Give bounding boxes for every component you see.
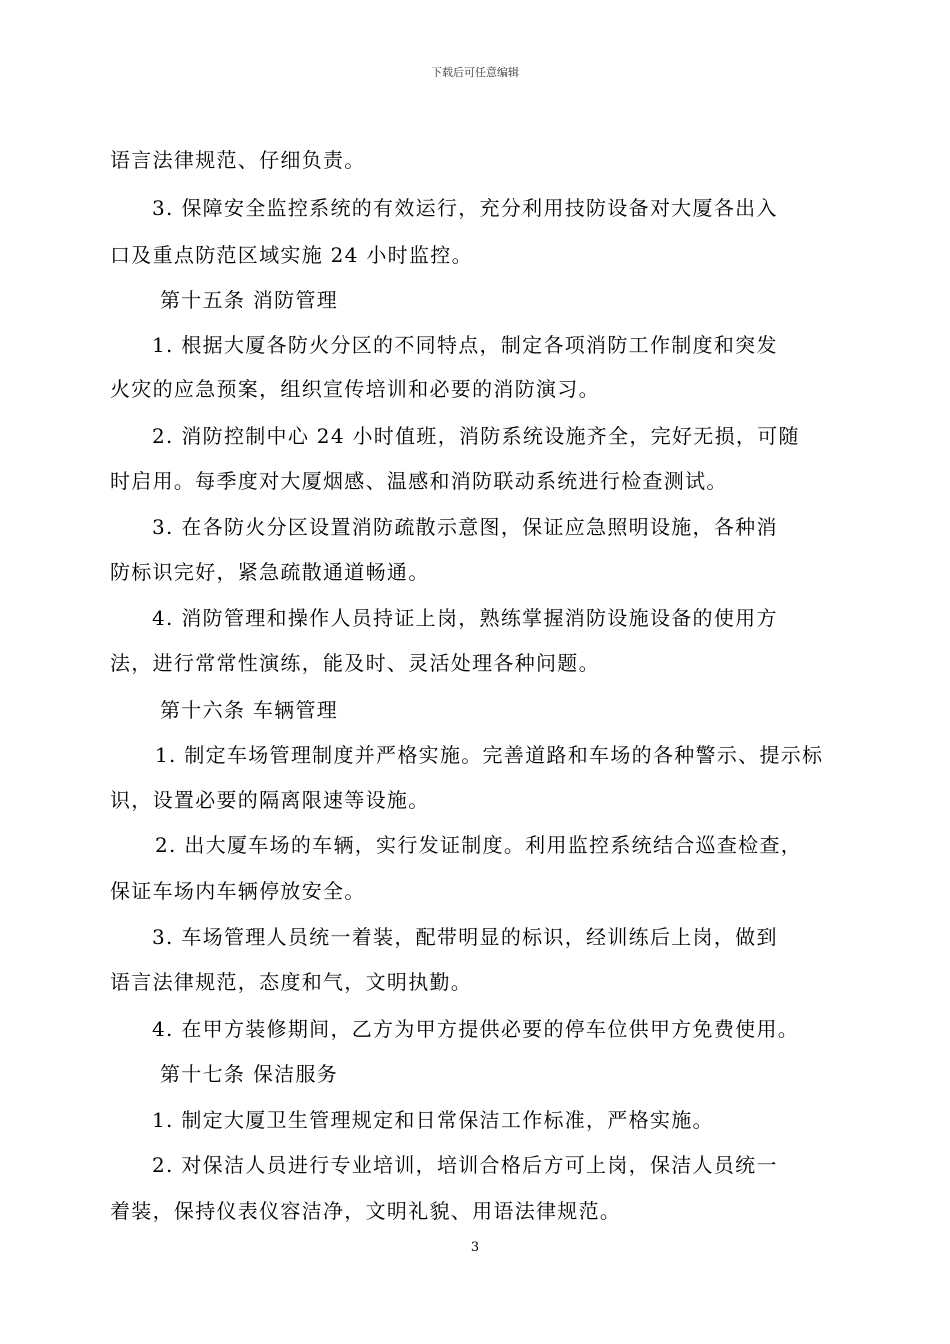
text-line: 3. 在各防火分区设置消防疏散示意图，保证应急照明设施，各种消 [152,515,778,539]
text-line: 4. 在甲方装修期间，乙方为甲方提供必要的停车位供甲方免费使用。 [152,1017,800,1041]
text-line: 2. 出大厦车场的车辆，实行发证制度。利用监控系统结合巡查检查， [155,833,803,857]
text-line: 1. 制定大厦卫生管理规定和日常保洁工作标准，严格实施。 [152,1108,714,1132]
text-line: 识，设置必要的隔离限速等设施。 [110,788,430,812]
text-line: 语言法律规范、仔细负责。 [110,148,366,172]
page-number: 3 [470,1240,480,1255]
text-line: 4. 消防管理和操作人员持证上岗，熟练掌握消防设施设备的使用方 [152,606,778,630]
text-line: 时启用。每季度对大厦烟感、温感和消防联动系统进行检查测试。 [110,469,728,493]
text-line: 着装，保持仪表仪容洁净，文明礼貌、用语法律规范。 [110,1199,622,1223]
page-header: 下载后可任意编辑 [431,66,519,79]
section-heading: 第十七条 保洁服务 [160,1062,339,1086]
text-line: 3. 保障安全监控系统的有效运行，充分利用技防设备对大厦各出入 [152,196,778,220]
text-line: 法，进行常常性演练，能及时、灵活处理各种问题。 [110,651,600,675]
section-heading: 第十六条 车辆管理 [160,698,339,722]
text-line: 保证车场内车辆停放安全。 [110,879,366,903]
text-line: 1. 制定车场管理制度并严格实施。完善道路和车场的各种警示、提示标 [155,743,824,767]
text-line: 火灾的应急预案，组织宣传培训和必要的消防演习。 [110,377,600,401]
text-line: 3. 车场管理人员统一着装，配带明显的标识，经训练后上岗，做到 [152,925,778,949]
text-line: 防标识完好，紧急疏散通道畅通。 [110,560,430,584]
section-heading: 第十五条 消防管理 [160,288,339,312]
text-line: 语言法律规范，态度和气，文明执勤。 [110,970,473,994]
text-line: 2. 对保洁人员进行专业培训，培训合格后方可上岗，保洁人员统一 [152,1153,778,1177]
text-line: 口及重点防范区域实施 24 小时监控。 [110,243,473,267]
text-line: 2. 消防控制中心 24 小时值班，消防系统设施齐全，完好无损，可随 [152,424,800,448]
text-line: 1. 根据大厦各防火分区的不同特点，制定各项消防工作制度和突发 [152,333,778,357]
